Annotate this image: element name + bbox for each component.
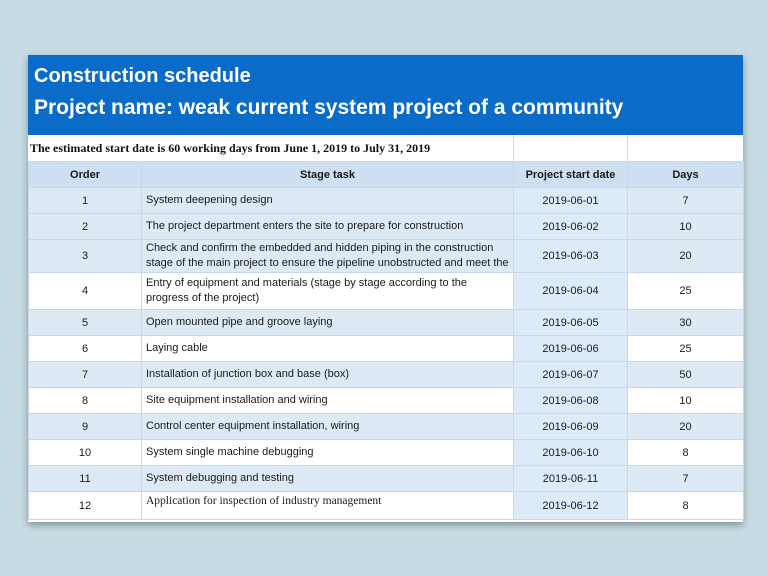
task-cell[interactable]: Entry of equipment and materials (stage by stage according to the progress of the project) <box>142 273 514 310</box>
column-header-start-date[interactable]: Project start date <box>514 162 628 188</box>
days-cell[interactable]: 8 <box>628 440 744 466</box>
days-cell[interactable]: 7 <box>628 188 744 214</box>
days-cell[interactable]: 8 <box>628 492 744 520</box>
date-cell[interactable]: 2019-06-04 <box>514 273 628 310</box>
days-cell[interactable]: 25 <box>628 336 744 362</box>
task-cell[interactable]: Check and confirm the embedded and hidden piping in the construction stage of the main project to ensure the pipeline unobstructed and meet the <box>142 240 514 273</box>
date-cell[interactable]: 2019-06-08 <box>514 388 628 414</box>
days-cell[interactable]: 10 <box>628 388 744 414</box>
column-header-stage-task[interactable]: Stage task <box>142 162 514 188</box>
order-cell[interactable]: 11 <box>29 466 142 492</box>
table-row <box>29 273 744 310</box>
days-cell[interactable]: 50 <box>628 362 744 388</box>
table-row <box>29 214 744 240</box>
date-cell[interactable]: 2019-06-12 <box>514 492 628 520</box>
task-cell[interactable]: Control center equipment installation, wiring <box>142 414 514 440</box>
column-header-days[interactable]: Days <box>628 162 744 188</box>
order-cell[interactable]: 9 <box>29 414 142 440</box>
date-cell[interactable]: 2019-06-02 <box>514 214 628 240</box>
date-cell[interactable]: 2019-06-03 <box>514 240 628 273</box>
days-cell[interactable]: 7 <box>628 466 744 492</box>
table-row <box>29 336 744 362</box>
task-cell[interactable]: Installation of junction box and base (box) <box>142 362 514 388</box>
task-cell[interactable]: Laying cable <box>142 336 514 362</box>
days-cell[interactable]: 30 <box>628 310 744 336</box>
order-cell[interactable]: 6 <box>29 336 142 362</box>
table-row <box>29 440 744 466</box>
task-cell[interactable]: System debugging and testing <box>142 466 514 492</box>
table-row <box>29 362 744 388</box>
order-cell[interactable]: 5 <box>29 310 142 336</box>
table-row <box>29 240 744 273</box>
table-row <box>29 388 744 414</box>
order-cell[interactable]: 10 <box>29 440 142 466</box>
table-row <box>29 492 744 520</box>
order-cell[interactable]: 12 <box>29 492 142 520</box>
task-cell[interactable]: Application for inspection of industry management <box>142 492 514 520</box>
project-name: Project name: weak current system project of a community <box>34 96 624 119</box>
spreadsheet <box>28 55 743 522</box>
column-header-order[interactable]: Order <box>29 162 142 188</box>
start-date-note-row <box>28 135 743 162</box>
cell-divider <box>513 135 514 161</box>
title-banner <box>28 55 743 135</box>
order-cell[interactable]: 8 <box>29 388 142 414</box>
sheet-title: Construction schedule <box>34 65 251 87</box>
date-cell[interactable]: 2019-06-06 <box>514 336 628 362</box>
days-cell[interactable]: 25 <box>628 273 744 310</box>
cell-divider <box>627 135 628 161</box>
task-cell[interactable]: System deepening design <box>142 188 514 214</box>
days-cell[interactable]: 20 <box>628 414 744 440</box>
order-cell[interactable]: 7 <box>29 362 142 388</box>
date-cell[interactable]: 2019-06-11 <box>514 466 628 492</box>
order-cell[interactable]: 4 <box>29 273 142 310</box>
date-cell[interactable]: 2019-06-09 <box>514 414 628 440</box>
date-cell[interactable]: 2019-06-07 <box>514 362 628 388</box>
task-cell[interactable]: Open mounted pipe and groove laying <box>142 310 514 336</box>
order-cell[interactable]: 2 <box>29 214 142 240</box>
date-cell[interactable]: 2019-06-10 <box>514 440 628 466</box>
table-row <box>29 188 744 214</box>
header-row <box>29 162 744 188</box>
task-cell[interactable]: The project department enters the site to prepare for construction <box>142 214 514 240</box>
days-cell[interactable]: 10 <box>628 214 744 240</box>
date-cell[interactable]: 2019-06-05 <box>514 310 628 336</box>
task-cell[interactable]: System single machine debugging <box>142 440 514 466</box>
task-cell[interactable]: Site equipment installation and wiring <box>142 388 514 414</box>
start-date-note[interactable]: The estimated start date is 60 working days from June 1, 2019 to July 31, 2019 <box>30 141 431 155</box>
table-row <box>29 310 744 336</box>
order-cell[interactable]: 3 <box>29 240 142 273</box>
order-cell[interactable]: 1 <box>29 188 142 214</box>
days-cell[interactable]: 20 <box>628 240 744 273</box>
date-cell[interactable]: 2019-06-01 <box>514 188 628 214</box>
table-row <box>29 414 744 440</box>
schedule-table <box>28 161 744 520</box>
table-row <box>29 466 744 492</box>
